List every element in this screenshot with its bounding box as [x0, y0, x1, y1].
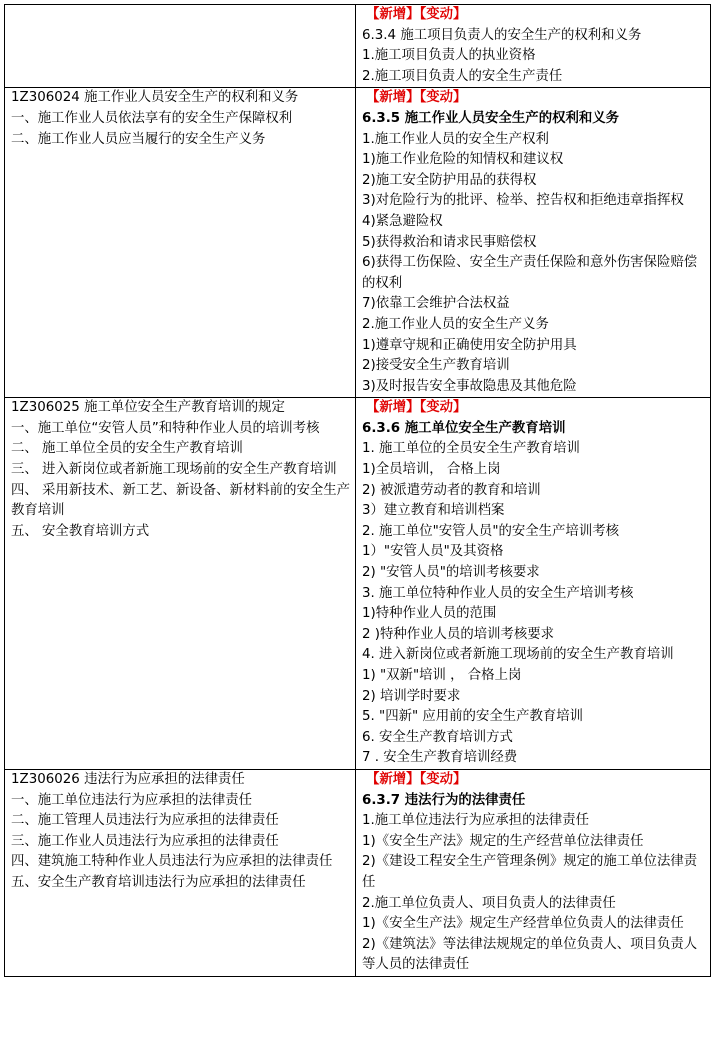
outline-item: 五、安全生产教育培训违法行为应承担的法律责任 [11, 874, 306, 890]
outline-item: 一、施工单位违法行为应承担的法律责任 [11, 792, 253, 808]
outline-item: 四、建筑施工特种作业人员违法行为应承担的法律责任 [11, 854, 333, 870]
outline-item: 2) 培训学时要求 [362, 688, 461, 704]
outline-item: 四、 采用新技术、新工艺、新设备、新材料前的安全生产教育培训 [11, 482, 351, 519]
change-tag: 【新增】【变动】 [366, 7, 467, 22]
section-heading: 1Z306026 违法行为应承担的法律责任 [11, 771, 245, 787]
outline-item: 4. 进入新岗位或者新施工现场前的安全生产教育培训 [362, 647, 674, 663]
outline-item: 1)特种作业人员的范围 [362, 606, 497, 622]
section-heading: 6.3.4 施工项目负责人的安全生产的权利和义务 [362, 27, 642, 43]
outline-item: 1) "双新"培训 ， 合格上岗 [362, 668, 522, 683]
outline-item: 3）建立教育和培训档案 [362, 503, 505, 519]
outline-item: 2.施工单位负责人、项目负责人的法律责任 [362, 895, 616, 911]
outline-item: 一、施工单位“安管人员”和特种作业人员的培训考核 [11, 420, 320, 436]
outline-item: 3. 施工单位特种作业人员的安全生产培训考核 [362, 585, 634, 601]
outline-item: 2)《建设工程安全生产管理条例》规定的施工单位法律责任 [362, 854, 698, 890]
outline-item: 1)《安全生产法》规定生产经营单位负责人的法律责任 [362, 916, 684, 932]
outline-item: 1)遵章守规和正确使用安全防护用具 [362, 337, 577, 353]
outline-item: 2.施工作业人员的安全生产义务 [362, 316, 549, 332]
outline-item: 1.施工项目负责人的执业资格 [362, 48, 536, 64]
outline-item: 三、 进入新岗位或者新施工现场前的安全生产教育培训 [11, 462, 337, 478]
table-row [5, 769, 711, 976]
section-heading: 6.3.5 施工作业人员安全生产的权利和义务 [362, 110, 620, 126]
outline-item: 3)对危险行为的批评、检举、控告权和拒绝违章指挥权 [362, 193, 684, 209]
section-heading: 6.3.6 施工单位安全生产教育培训 [362, 420, 566, 436]
new-outline-cell [356, 769, 711, 976]
change-tag: 【新增】【变动】 [366, 771, 467, 787]
outline-item: 4)紧急避险权 [362, 213, 443, 229]
table-row [5, 398, 711, 770]
outline-item: 1.施工单位违法行为应承担的法律责任 [362, 813, 590, 829]
outline-item: 2) "安管人员"的培训考核要求 [362, 565, 540, 581]
outline-item: 一、施工作业人员依法享有的安全生产保障权利 [11, 110, 293, 126]
outline-item: 1)施工作业危险的知情权和建议权 [362, 152, 564, 168]
outline-item: 2 )特种作业人员的培训考核要求 [362, 626, 555, 642]
outline-item: 二、施工作业人员应当履行的安全生产义务 [11, 131, 266, 147]
outline-item: 二、施工管理人员违法行为应承担的法律责任 [11, 813, 279, 829]
new-outline-cell [356, 398, 711, 770]
outline-item: 2)接受安全生产教育培训 [362, 358, 510, 374]
section-heading: 1Z306024 施工作业人员安全生产的权利和义务 [11, 90, 299, 106]
outline-item: 6)获得工伤保险、安全生产责任保险和意外伤害保险赔偿的权利 [362, 255, 698, 291]
change-tag: 【新增】【变动】 [366, 90, 467, 106]
change-tag: 【新增】【变动】 [366, 400, 467, 416]
comparison-table [4, 4, 711, 977]
outline-item: 5. "四新" 应用前的安全生产教育培训 [362, 709, 584, 725]
new-outline-cell [356, 88, 711, 398]
outline-item: 1)全员培训， 合格上岗 [362, 462, 501, 478]
outline-item: 1）"安管人员"及其资格 [362, 544, 504, 560]
old-outline-cell [5, 5, 356, 88]
section-heading: 1Z306025 施工单位安全生产教育培训的规定 [11, 400, 285, 416]
outline-item: 2)《建筑法》等法律法规规定的单位负责人、项目负责人等人员的法律责任 [362, 936, 698, 973]
old-outline-cell [5, 398, 356, 770]
outline-item: 7)依靠工会维护合法权益 [362, 296, 510, 312]
outline-item: 5)获得救治和请求民事赔偿权 [362, 234, 537, 250]
new-outline-cell [356, 5, 711, 88]
outline-item: 2. 施工单位"安管人员"的安全生产培训考核 [362, 523, 619, 539]
table-row [5, 88, 711, 398]
outline-item: 7 . 安全生产教育培训经费 [362, 750, 518, 766]
outline-item: 2) 被派遣劳动者的教育和培训 [362, 482, 541, 498]
old-outline-cell [5, 769, 356, 976]
outline-item: 2.施工项目负责人的安全生产责任 [362, 68, 563, 84]
outline-item: 1)《安全生产法》规定的生产经营单位法律责任 [362, 833, 644, 849]
outline-item: 3)及时报告安全事故隐患及其他危险 [362, 378, 577, 394]
outline-item: 三、施工作业人员违法行为应承担的法律责任 [11, 833, 279, 849]
section-heading: 6.3.7 违法行为的法律责任 [362, 792, 526, 808]
old-outline-cell [5, 88, 356, 398]
outline-item: 6. 安全生产教育培训方式 [362, 729, 513, 745]
outline-item: 二、 施工单位全员的安全生产教育培训 [11, 441, 243, 457]
outline-item: 五、 安全教育培训方式 [11, 523, 150, 539]
outline-item: 2)施工安全防护用品的获得权 [362, 172, 537, 188]
outline-item: 1. 施工单位的全员安全生产教育培训 [362, 441, 580, 457]
outline-item: 1.施工作业人员的安全生产权利 [362, 131, 549, 147]
table-row [5, 5, 711, 88]
